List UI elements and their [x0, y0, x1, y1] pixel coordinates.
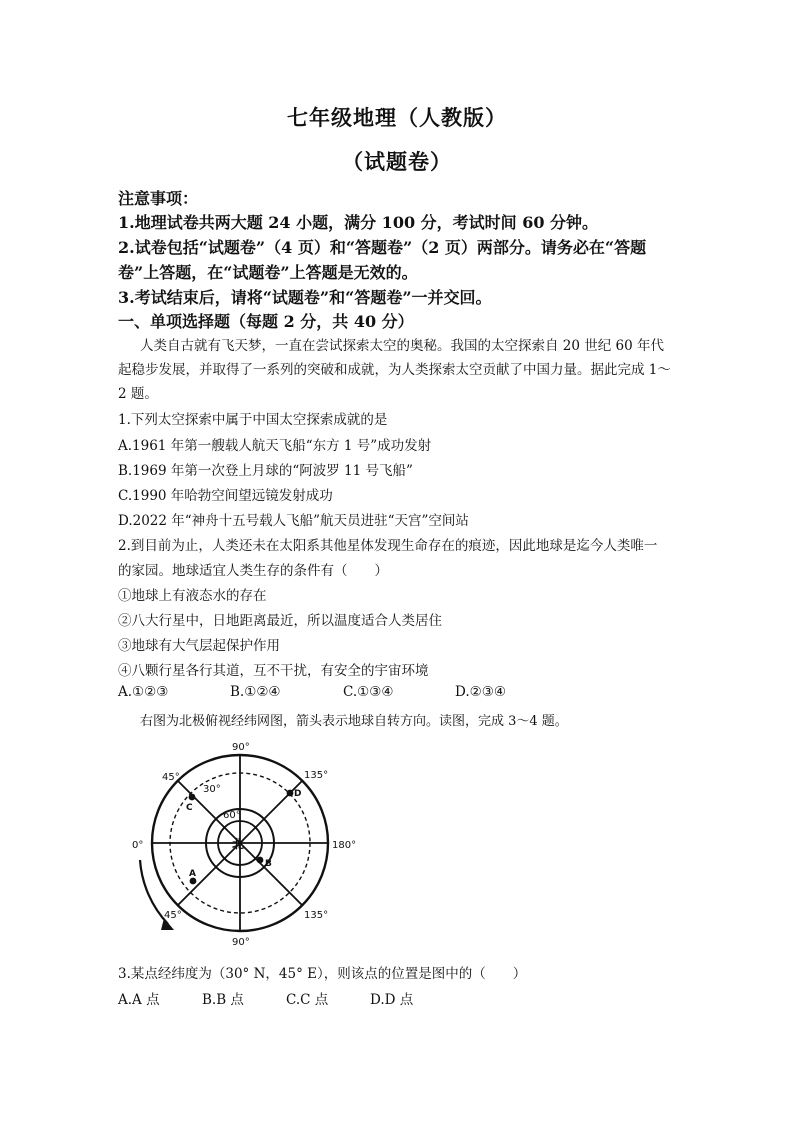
- q3-option-a: A.A 点: [118, 992, 160, 1008]
- q1-option-d: D.2022 年“神舟十五号载人飞船”航天员进驻“天宫”空间站: [118, 513, 469, 529]
- label-pole: 北: [232, 837, 245, 851]
- point-b-label: B: [265, 859, 272, 869]
- point-c-dot: [189, 794, 196, 801]
- q2-statement-4: ④八颗行星各行其道，互不干扰，有安全的宇宙环境: [118, 663, 429, 679]
- label-bl-45: 45°: [164, 910, 182, 921]
- label-left-0: 0°: [132, 840, 144, 851]
- q2-option-b: B.①②④: [230, 684, 281, 700]
- q1-option-b: B.1969 年第一次登上月球的“阿波罗 11 号飞船”: [118, 463, 413, 479]
- notice-heading: 注意事项：: [118, 189, 199, 208]
- label-top-90: 90°: [232, 742, 250, 753]
- label-lat-60: 60°: [223, 810, 241, 821]
- intro-line-2: 起稳步发展，并取得了一系列的突破和成就，为人类探索太空贡献了中国力量。据此完成 1～: [118, 362, 671, 378]
- q2-option-c: C.①③④: [343, 684, 394, 700]
- intro-line-3: 2 题。: [118, 386, 158, 402]
- polar-grid-figure: [128, 738, 368, 948]
- q2-statement-3: ③地球有大气层起保护作用: [118, 638, 280, 654]
- q3-stem: 3.某点经纬度为（30° N，45° E），则该点的位置是图中的（ ）: [118, 966, 527, 982]
- q3-option-b: B.B 点: [202, 992, 244, 1008]
- section-heading: 一、单项选择题（每题 2 分，共 40 分）: [118, 312, 414, 331]
- label-bottom-90: 90°: [232, 937, 250, 948]
- notice-item-2-cont: 卷”上答题，在“试题卷”上答题是无效的。: [118, 263, 418, 282]
- label-lat-30: 30°: [203, 784, 221, 795]
- label-right-180: 180°: [332, 840, 357, 851]
- point-d-label: D: [294, 789, 302, 799]
- intro-line-1: 人类自古就有飞天梦，一直在尝试探索太空的奥秘。我国的太空探索自 20 世纪 60 年代: [140, 338, 665, 354]
- label-br-135: 135°: [304, 910, 329, 921]
- point-c-label: C: [186, 803, 193, 813]
- q3-option-c: C.C 点: [286, 992, 329, 1008]
- exam-title: 七年级地理（人教版）: [287, 105, 507, 130]
- exam-subtitle: （试题卷）: [342, 149, 452, 174]
- point-a-label: A: [189, 869, 196, 879]
- notice-item-3: 3.考试结束后，请将“试题卷”和“答题卷”一并交回。: [118, 288, 492, 307]
- q2-option-a: A.①②③: [118, 684, 169, 700]
- point-d-dot: [287, 790, 294, 797]
- q1-option-c: C.1990 年哈勃空间望远镜发射成功: [118, 488, 333, 504]
- q1-stem: 1.下列太空探索中属于中国太空探索成就的是: [118, 412, 388, 428]
- label-tl-45: 45°: [162, 772, 180, 783]
- figure-intro: 右图为北极俯视经纬网图，箭头表示地球自转方向。读图，完成 3～4 题。: [140, 714, 568, 729]
- q3-option-d: D.D 点: [370, 992, 414, 1008]
- q1-option-a: A.1961 年第一艘载人航天飞船“东方 1 号”成功发射: [118, 438, 432, 454]
- q2-option-d: D.②③④: [455, 684, 506, 700]
- point-b-dot: [257, 857, 264, 864]
- label-tr-135: 135°: [304, 770, 329, 781]
- notice-item-1: 1.地理试卷共两大题 24 小题，满分 100 分，考试时间 60 分钟。: [118, 213, 599, 232]
- q2-stem-1: 2.到目前为止，人类还未在太阳系其他星体发现生命存在的痕迹，因此地球是迄今人类唯一: [118, 538, 658, 554]
- q2-statement-2: ②八大行星中，日地距离最近，所以温度适合人类居住: [118, 613, 442, 629]
- notice-item-2: 2.试卷包括“试题卷”（4 页）和“答题卷”（2 页）两部分。请务必在“答题: [118, 238, 647, 257]
- q2-stem-2: 的家园。地球适宜人类生存的条件有（ ）: [118, 563, 388, 579]
- q2-statement-1: ①地球上有液态水的存在: [118, 588, 267, 604]
